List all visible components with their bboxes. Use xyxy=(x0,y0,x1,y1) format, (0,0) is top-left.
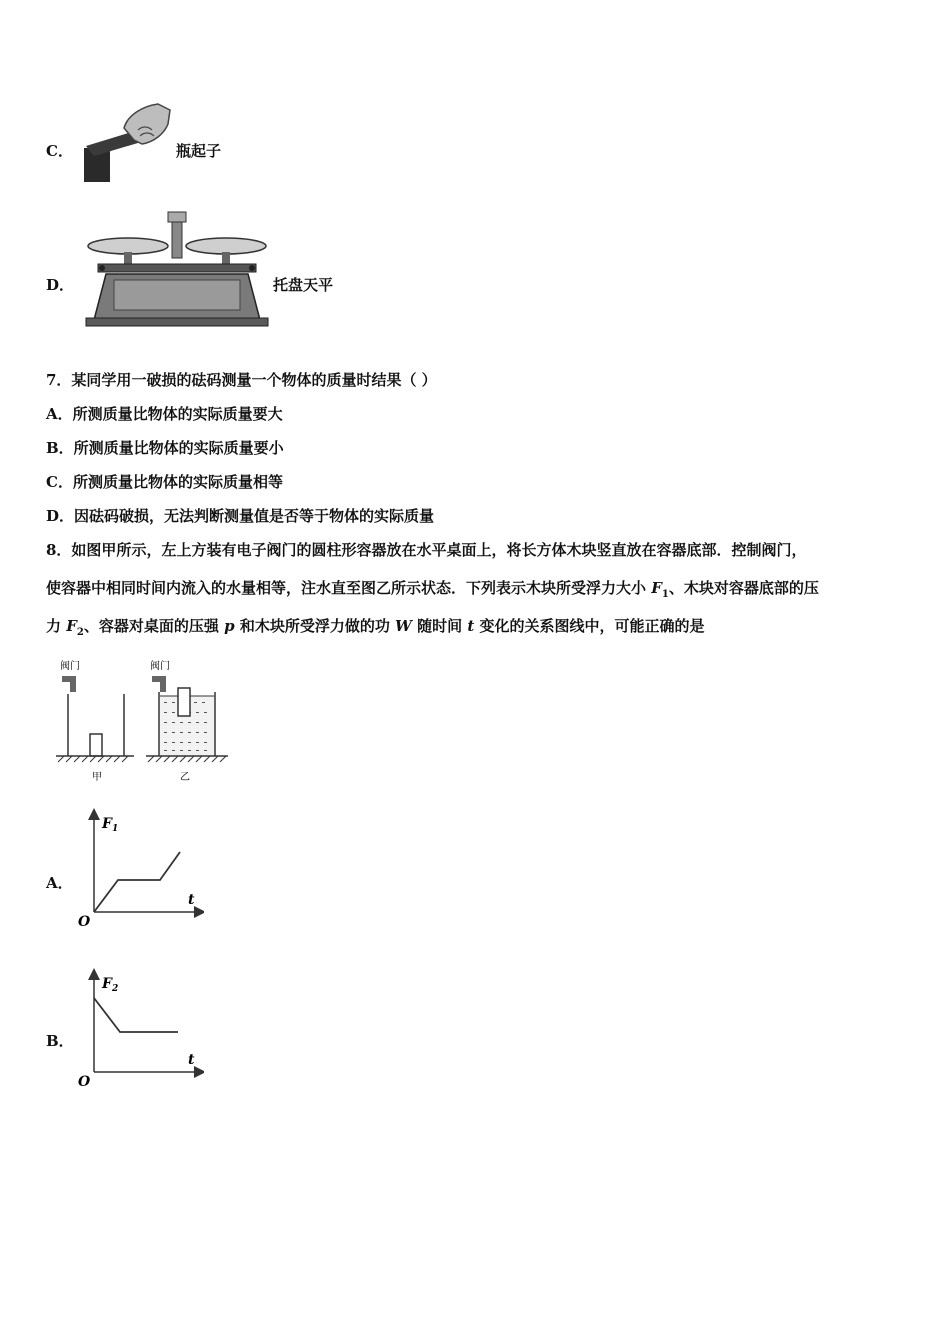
option-b-letter: B． xyxy=(46,1032,74,1050)
q7-option-b: B．所测质量比物体的实际质量要小 xyxy=(46,439,284,457)
container-figures xyxy=(52,656,236,782)
wood-block-jia xyxy=(90,734,102,756)
label-yi: 乙 xyxy=(180,772,190,782)
graph-a-xlabel: t xyxy=(188,892,195,908)
q7-stem: 7．某同学用一破损的砝码测量一个物体的质量时结果（ ） xyxy=(46,371,437,389)
q7-option-d: D．因砝码破损，无法判断测量值是否等于物体的实际质量 xyxy=(46,507,435,525)
figure-jia xyxy=(56,659,134,782)
q8-stem-line-2: 使容器中相同时间内流入的水量相等，注水直至图乙所示状态．下列表示木块所受浮力大小 $F_1$、木块对容器底部的压 xyxy=(46,579,819,600)
graph-a-curve xyxy=(94,852,180,912)
tray-balance-image xyxy=(84,208,270,330)
graph-b-xlabel: t xyxy=(188,1052,195,1068)
graph-b-curve xyxy=(94,998,178,1032)
valve-icon xyxy=(62,676,76,682)
option-c-caption: 瓶起子 xyxy=(176,142,222,160)
graph-b xyxy=(74,966,204,1090)
q7-option-c: C．所测质量比物体的实际质量相等 xyxy=(46,473,283,491)
option-a-letter: A． xyxy=(46,874,73,892)
left-pan-shape xyxy=(88,238,168,254)
graph-b-ylabel: $F_2$ xyxy=(102,976,119,994)
balance-beam-shape xyxy=(98,264,256,272)
valve-label-yi: 阀门 xyxy=(150,661,170,672)
q8-stem-line-3: 力 $F_2$、容器对桌面的压强 p 和木块所受浮力做的功 W 随时间 t 变化的关系图线中，可能正确的是 xyxy=(46,617,705,638)
option-c-letter: C． xyxy=(46,142,73,160)
valve-icon-yi xyxy=(152,676,166,682)
graph-a-ylabel: $F_1$ xyxy=(102,816,119,834)
right-pan-shape xyxy=(186,238,266,254)
q8-stem-line-1: 8．如图甲所示，左上方装有电子阀门的圆柱形容器放在水平桌面上，将长方体木块竖直放在容器底部．控制阀门， xyxy=(46,541,807,559)
wood-block-yi xyxy=(178,688,190,716)
valve-label-jia: 阀门 xyxy=(60,661,80,672)
label-jia: 甲 xyxy=(92,772,102,782)
graph-a-origin: O xyxy=(78,914,91,930)
graph-a xyxy=(74,806,204,930)
graph-b-origin: O xyxy=(78,1074,91,1090)
bottle-opener-image xyxy=(78,100,174,186)
option-d-letter: D． xyxy=(46,276,75,294)
figure-yi xyxy=(146,659,228,782)
option-d-caption: 托盘天平 xyxy=(273,276,334,294)
q7-option-a: A．所测质量比物体的实际质量要大 xyxy=(46,405,283,423)
